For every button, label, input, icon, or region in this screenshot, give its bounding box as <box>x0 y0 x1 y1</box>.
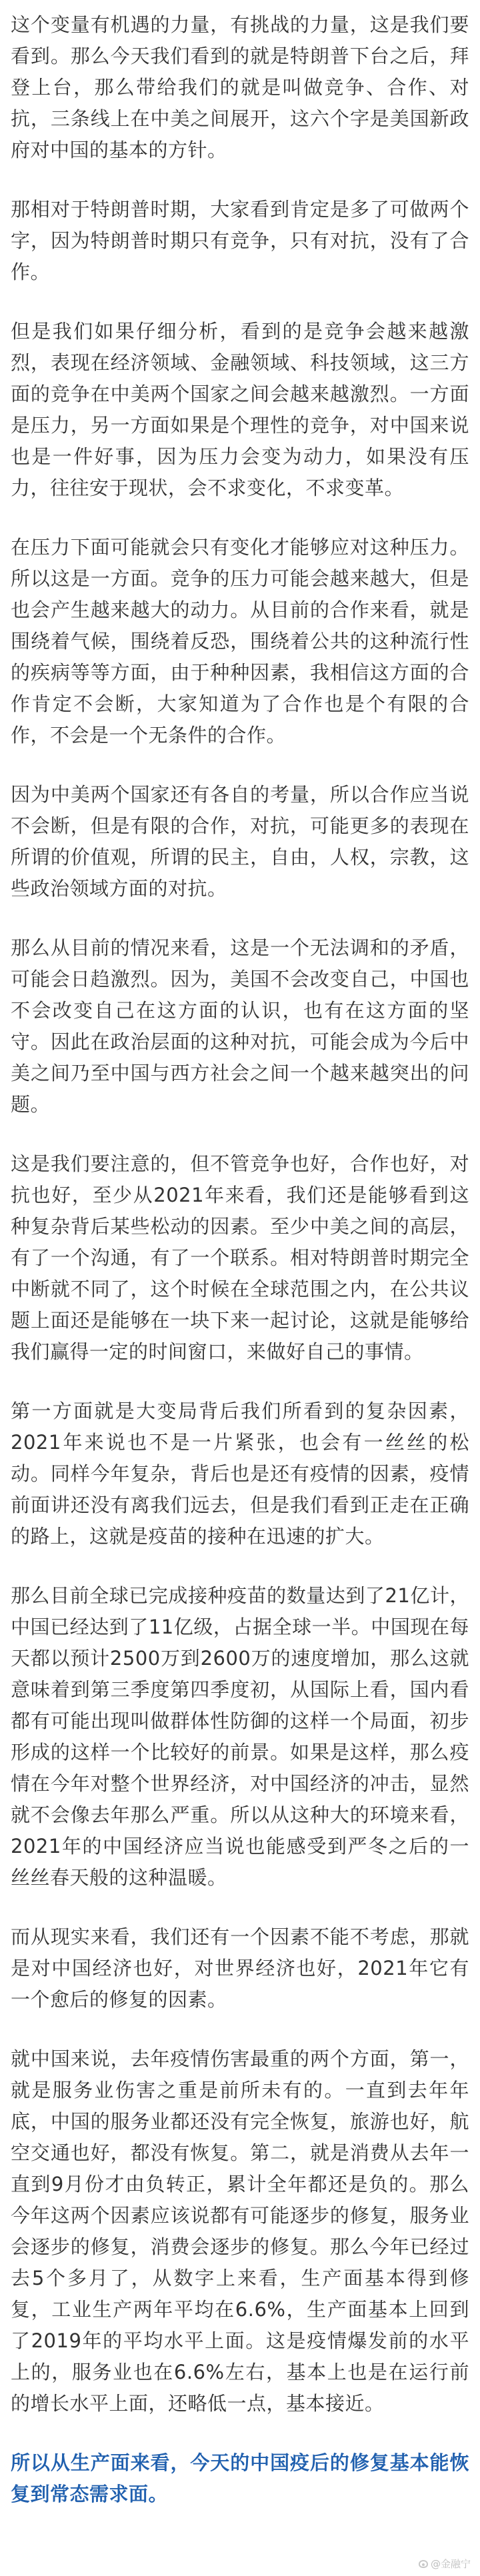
paragraph: 那么目前全球已完成接种疫苗的数量达到了21亿计，中国已经达到了11亿级，占据全球一半。中国现在每天都以预计2500万到2600万的速度增加，那么这就意味着到第三季度第四季度初，从国际上看，国内看都有可能出现叫做群体性防御的这样一个局面，初步形成的这样一个比较好的前景。如果是这样，那么疫情在今年对整个世界经济，对中国经济的冲击，显然就不会像去年那么严重。所以从这种大的环境来看，2021年的中国经济应当说也能感受到严冬之后的一丝丝春天般的这种温暖。 <box>11 1584 469 1889</box>
paragraph: 第一方面就是大变局背后我们所看到的复杂因素，2021年来说也不是一片紧张，也会有一丝丝的松动。同样今年复杂，背后也是还有疫情的因素，疫情前面讲还没有离我们远去，但是我们看到正走在正确的路上，这就是疫苗的接种在迅速的扩大。 <box>11 1400 469 1548</box>
paragraph: 但是我们如果仔细分析，看到的是竞争会越来越激烈，表现在经济领域、金融领域、科技领域，这三方面的竞争在中美两个国家之间会越来越激烈。一方面是压力，另一方面如果是个理性的竞争，对中国来说也是一件好事，因为压力会变为动力，如果没有压力，往往安于现状，会不求变化，不求变革。 <box>11 320 469 499</box>
paragraph: 而从现实来看，我们还有一个因素不能不考虑，那就是对中国经济也好，对世界经济也好，2021年它有一个愈后的修复的因素。 <box>11 1926 469 2011</box>
highlighted-conclusion: 所以从生产面来看，今天的中国疫后的修复基本能恢复到常态需求面。 <box>11 2451 469 2505</box>
paragraph: 那么从目前的情况来看，这是一个无法调和的矛盾，可能会日趋激烈。因为，美国不会改变自己，中国也不会改变自己在这方面的认识，也有在这方面的坚守。因此在政治层面的这种对抗，可能会成为今后中美之间乃至中国与西方社会之间一个越来越突出的问题。 <box>11 936 469 1116</box>
paragraph: 因为中美两个国家还有各自的考量，所以合作应当说不会断，但是有限的合作，对抗，可能更多的表现在所谓的价值观，所谓的民主，自由，人权，宗教，这些政治领域方面的对抗。 <box>11 783 469 900</box>
paragraph: 这是我们要注意的，但不管竞争也好，合作也好，对抗也好，至少从2021年来看，我们还是能够看到这种复杂背后某些松动的因素。至少中美之间的高层，有了一个沟通，有了一个联系。相对特朗普时期完全中断就不同了，这个时候在全球范围之内，在公共议题上面还是能够在一块下来一起讨论，这就是能够给我们赢得一定的时间窗口，来做好自己的事情。 <box>11 1152 469 1363</box>
watermark <box>419 2557 471 2571</box>
paragraph: 就中国来说，去年疫情伤害最重的两个方面，第一，就是服务业伤害之重是前所未有的。一直到去年年底，中国的服务业都还没有完全恢复，旅游也好，航空交通也好，都没有恢复。第二，就是消费从去年一直到9月份才由负转正，累计全年都还是负的。那么今年这两个因素应该说都有可能逐步的修复，服务业会逐步的修复，消费会逐步的修复。那么今年已经过去5个多月了，从数字上来看，生产面基本得到修复，工业生产两年平均在6.6%，生产面基本上回到了2019年的平均水平上面。这是疫情爆发前的水平上的，服务业也在6.6%左右，基本上也是在运行前的增长水平上面，还略低一点，基本接近。 <box>11 2047 469 2415</box>
paragraph: 在压力下面可能就会只有变化才能够应对这种压力。所以这是一方面。竞争的压力可能会越来越大，但是也会产生越来越大的动力。从目前的合作来看，就是围绕着气候，围绕着反恐，围绕着公共的这种流行性的疾病等等方面，由于种种因素，我相信这方面的合作肯定不会断，大家知道为了合作也是个有限的合作，不会是一个无条件的合作。 <box>11 536 469 746</box>
weibo-icon <box>419 2560 428 2568</box>
paragraph: 那相对于特朗普时期，大家看到肯定是多了可做两个字，因为特朗普时期只有竞争，只有对抗，没有了合作。 <box>11 198 469 283</box>
paragraph: 这个变量有机遇的力量，有挑战的力量，这是我们要看到。那么今天我们看到的就是特朗普下台之后，拜登上台，那么带给我们的就是叫做竞争、合作、对抗，三条线上在中美之间展开，这六个字是美国新政府对中国的基本的方针。 <box>11 13 469 161</box>
watermark-text: @金融宁 <box>430 2558 471 2570</box>
